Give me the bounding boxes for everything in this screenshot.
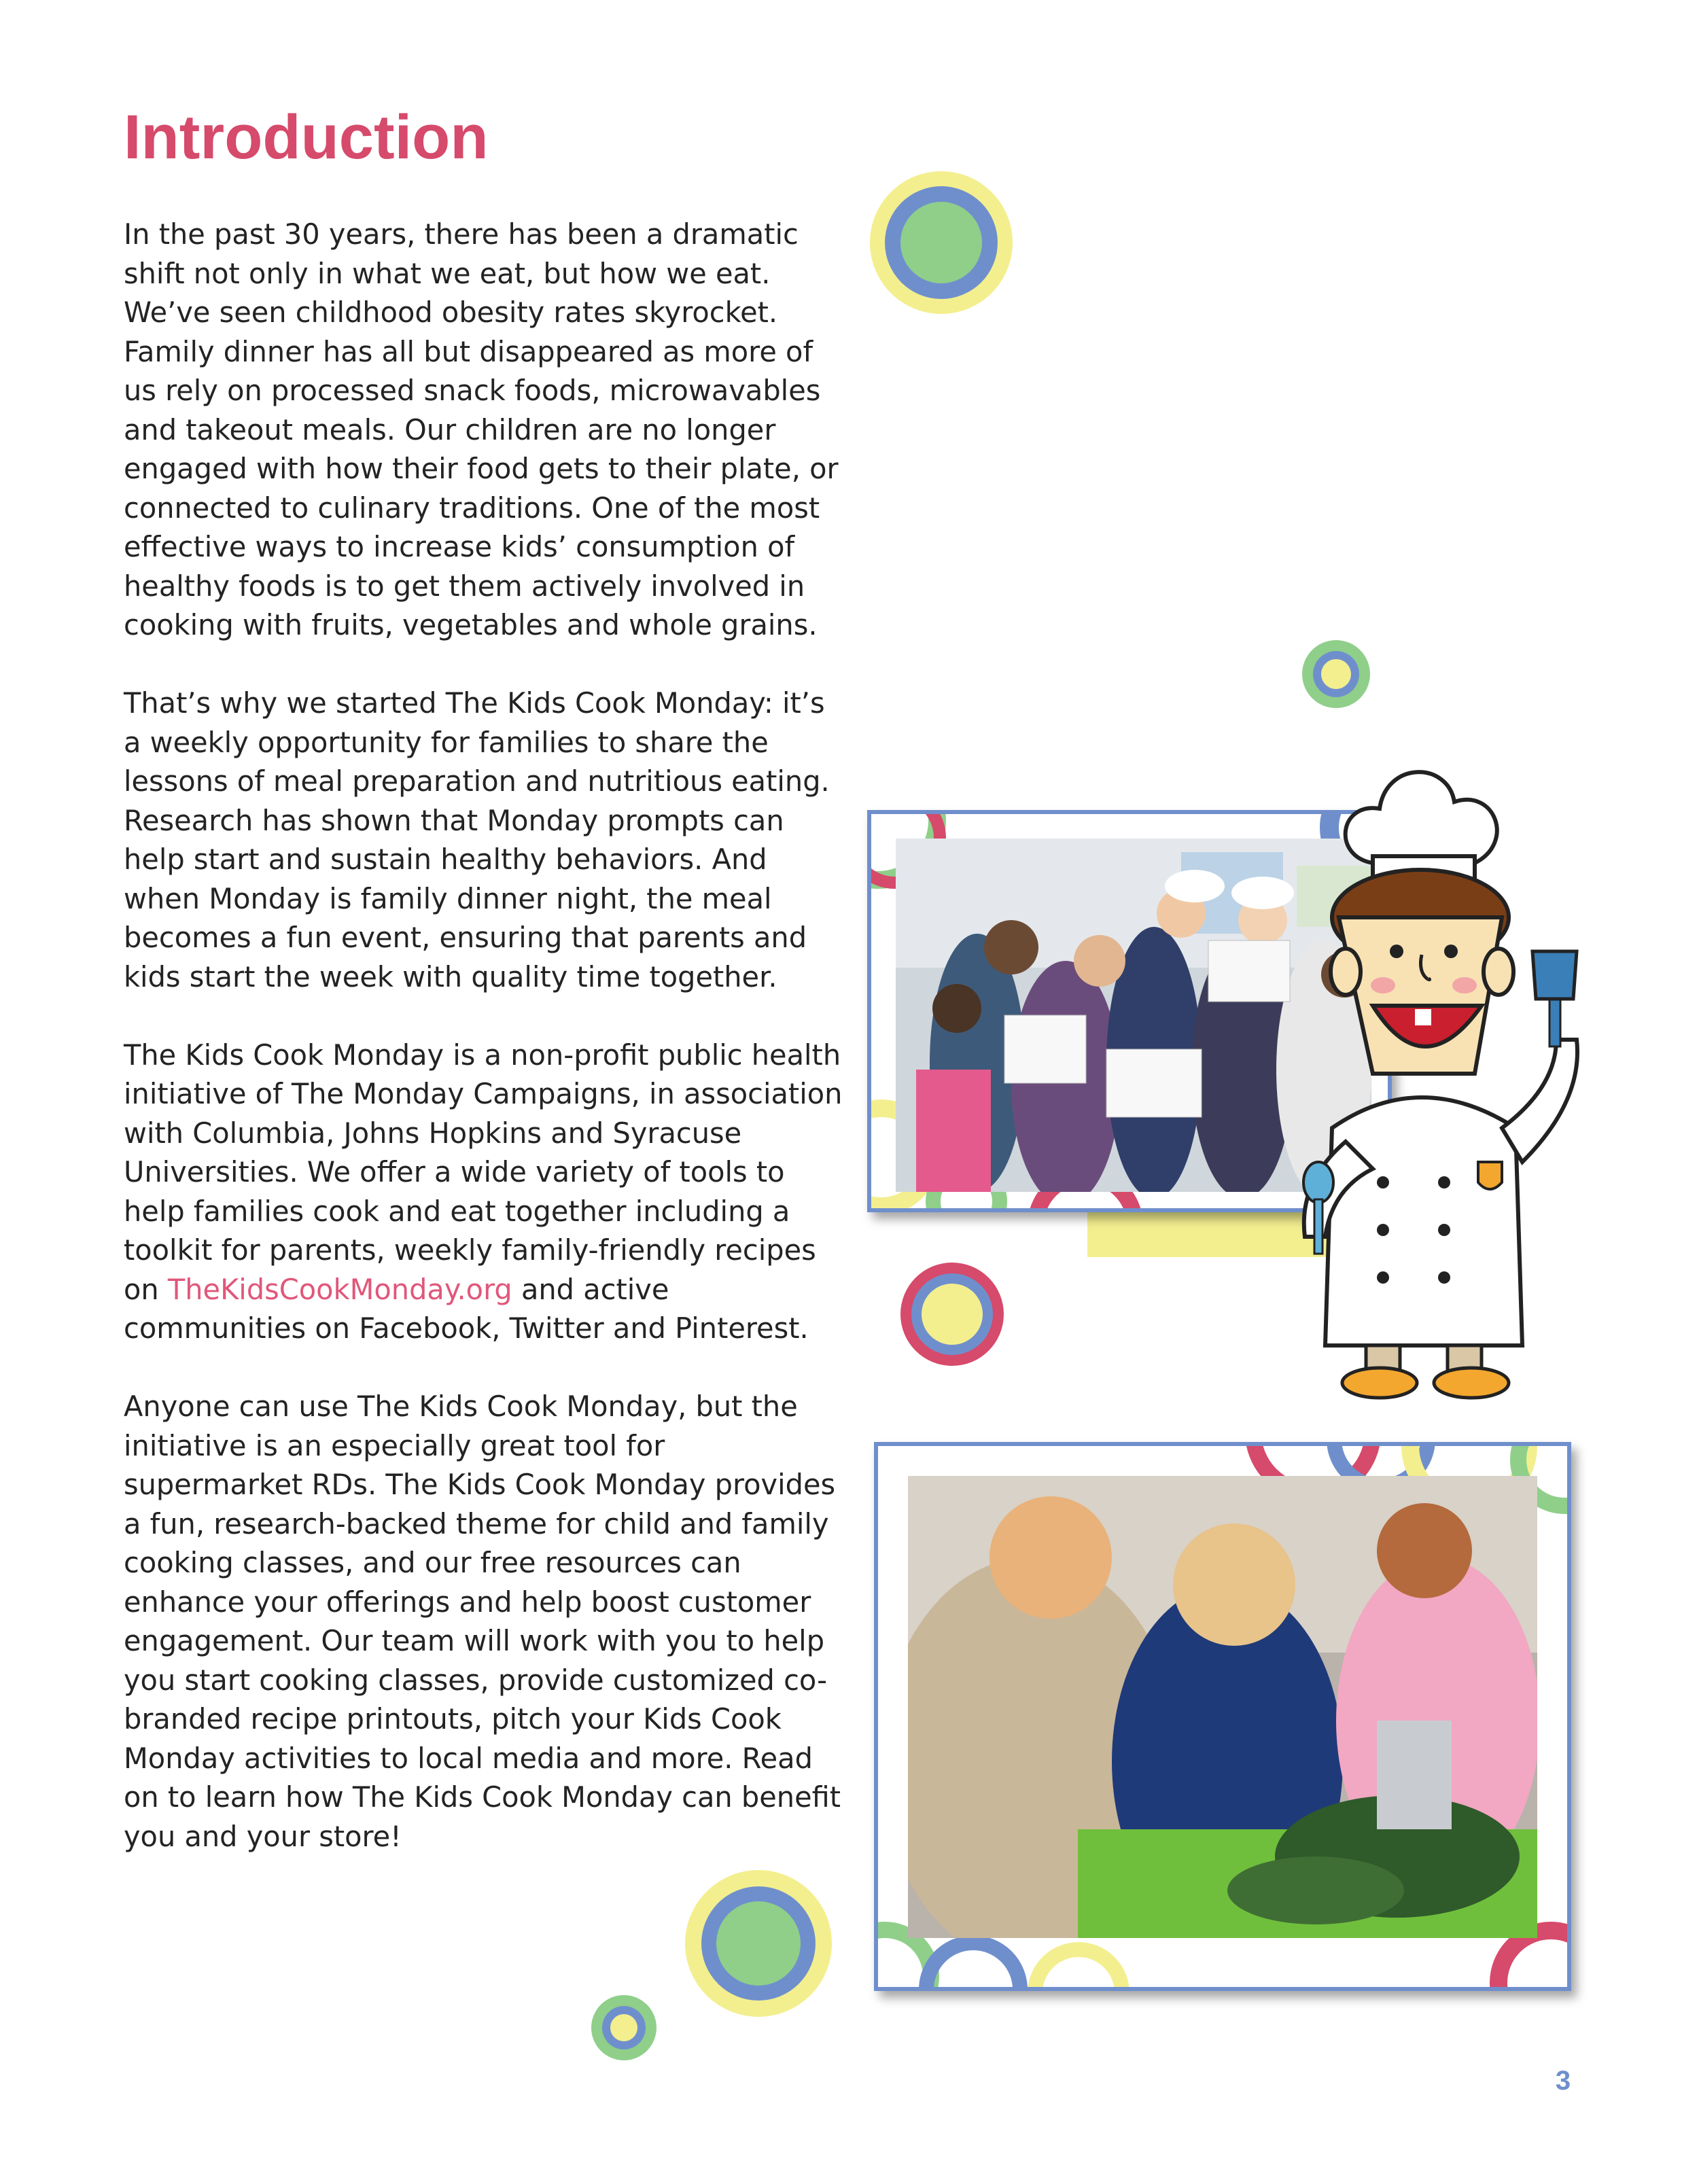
page-title: Introduction [124, 103, 489, 172]
photo-frame-bottom [874, 1442, 1571, 1991]
ring-top-right-inner [900, 202, 982, 283]
frame-arc-yellow-bottom [1028, 1942, 1129, 1991]
ring-pink-icon [900, 1263, 1004, 1366]
ring-small-mid-icon [1302, 640, 1370, 708]
ring-top-right-icon [870, 171, 1013, 314]
paragraph-3 [124, 1036, 844, 1348]
paragraph-4: Anyone can use The Kids Cook Monday, but the initiative is an especially great tool for supermarket RDs. The Kids Cook Monday provides a fun, research-backed theme for child and family cooking classes, and our free resources can enhance your offerings and help boost customer engagement. Our team will work with you to help you start cooking classes, provide customized co-branded recipe printouts, pitch your Kids Cook Monday activities to local media and more. Read on to learn how The Kids Cook Monday can benefit you and your store! [124, 1390, 841, 1853]
chef-mascot-icon [1271, 747, 1597, 1400]
page-number: 3 [1555, 2066, 1571, 2096]
paragraph-2: That’s why we started The Kids Cook Monday: it’s a weekly opportunity for families to share the lessons of meal preparation and nutritious eating. Research has shown that Monday prompts can help start and sustain healthy behaviors. And when Monday is family dinner night, the meal becomes a fun event, ensuring that parents and kids start the week with quality time together. [124, 686, 830, 993]
ring-pink-inner [922, 1284, 983, 1345]
paragraph-3-tail: and active communities on Facebook, Twitter and Pinterest. [124, 1272, 809, 1345]
intro-body [124, 215, 844, 1856]
chef-mascot-drawing [1271, 747, 1597, 1400]
ring-bottom-small-icon [591, 1995, 656, 2060]
photo-chopping-kale-image [908, 1476, 1537, 1938]
frame-arc-blue-bottom [919, 1935, 1028, 1991]
ring-bottom-large-inner [716, 1901, 801, 1986]
paragraph-1: In the past 30 years, there has been a dramatic shift not only in what we eat, but how we eat. We’ve seen childhood obesity rates skyrocket. Family dinner has all but disappeared as more of us rely on processed snack foods, microwavables and takeout meals. Our children are no longer engaged with how their food gets to their plate, or connected to culinary traditions. One of the most effective ways to increase kids’ consumption of healthy foods is to get them actively involved in cooking with fruits, vegetables and whole grains. [124, 217, 839, 641]
paragraph-3-lead: The Kids Cook Monday is a non-profit public health initiative of The Monday Campaigns, in association with Columbia, Johns Hopkins and Syracuse Universities. We offer a wide variety of tools to help families cook and eat together including a toolkit for parents, weekly family-friendly recipes on [124, 1038, 843, 1306]
ring-small-mid-inner [1321, 659, 1351, 689]
photo-chopping-kale [908, 1476, 1537, 1938]
ring-bottom-large-icon [685, 1870, 832, 2017]
ring-bottom-small-inner [610, 2014, 637, 2041]
website-link[interactable]: TheKidsCookMonday.org [167, 1272, 512, 1306]
